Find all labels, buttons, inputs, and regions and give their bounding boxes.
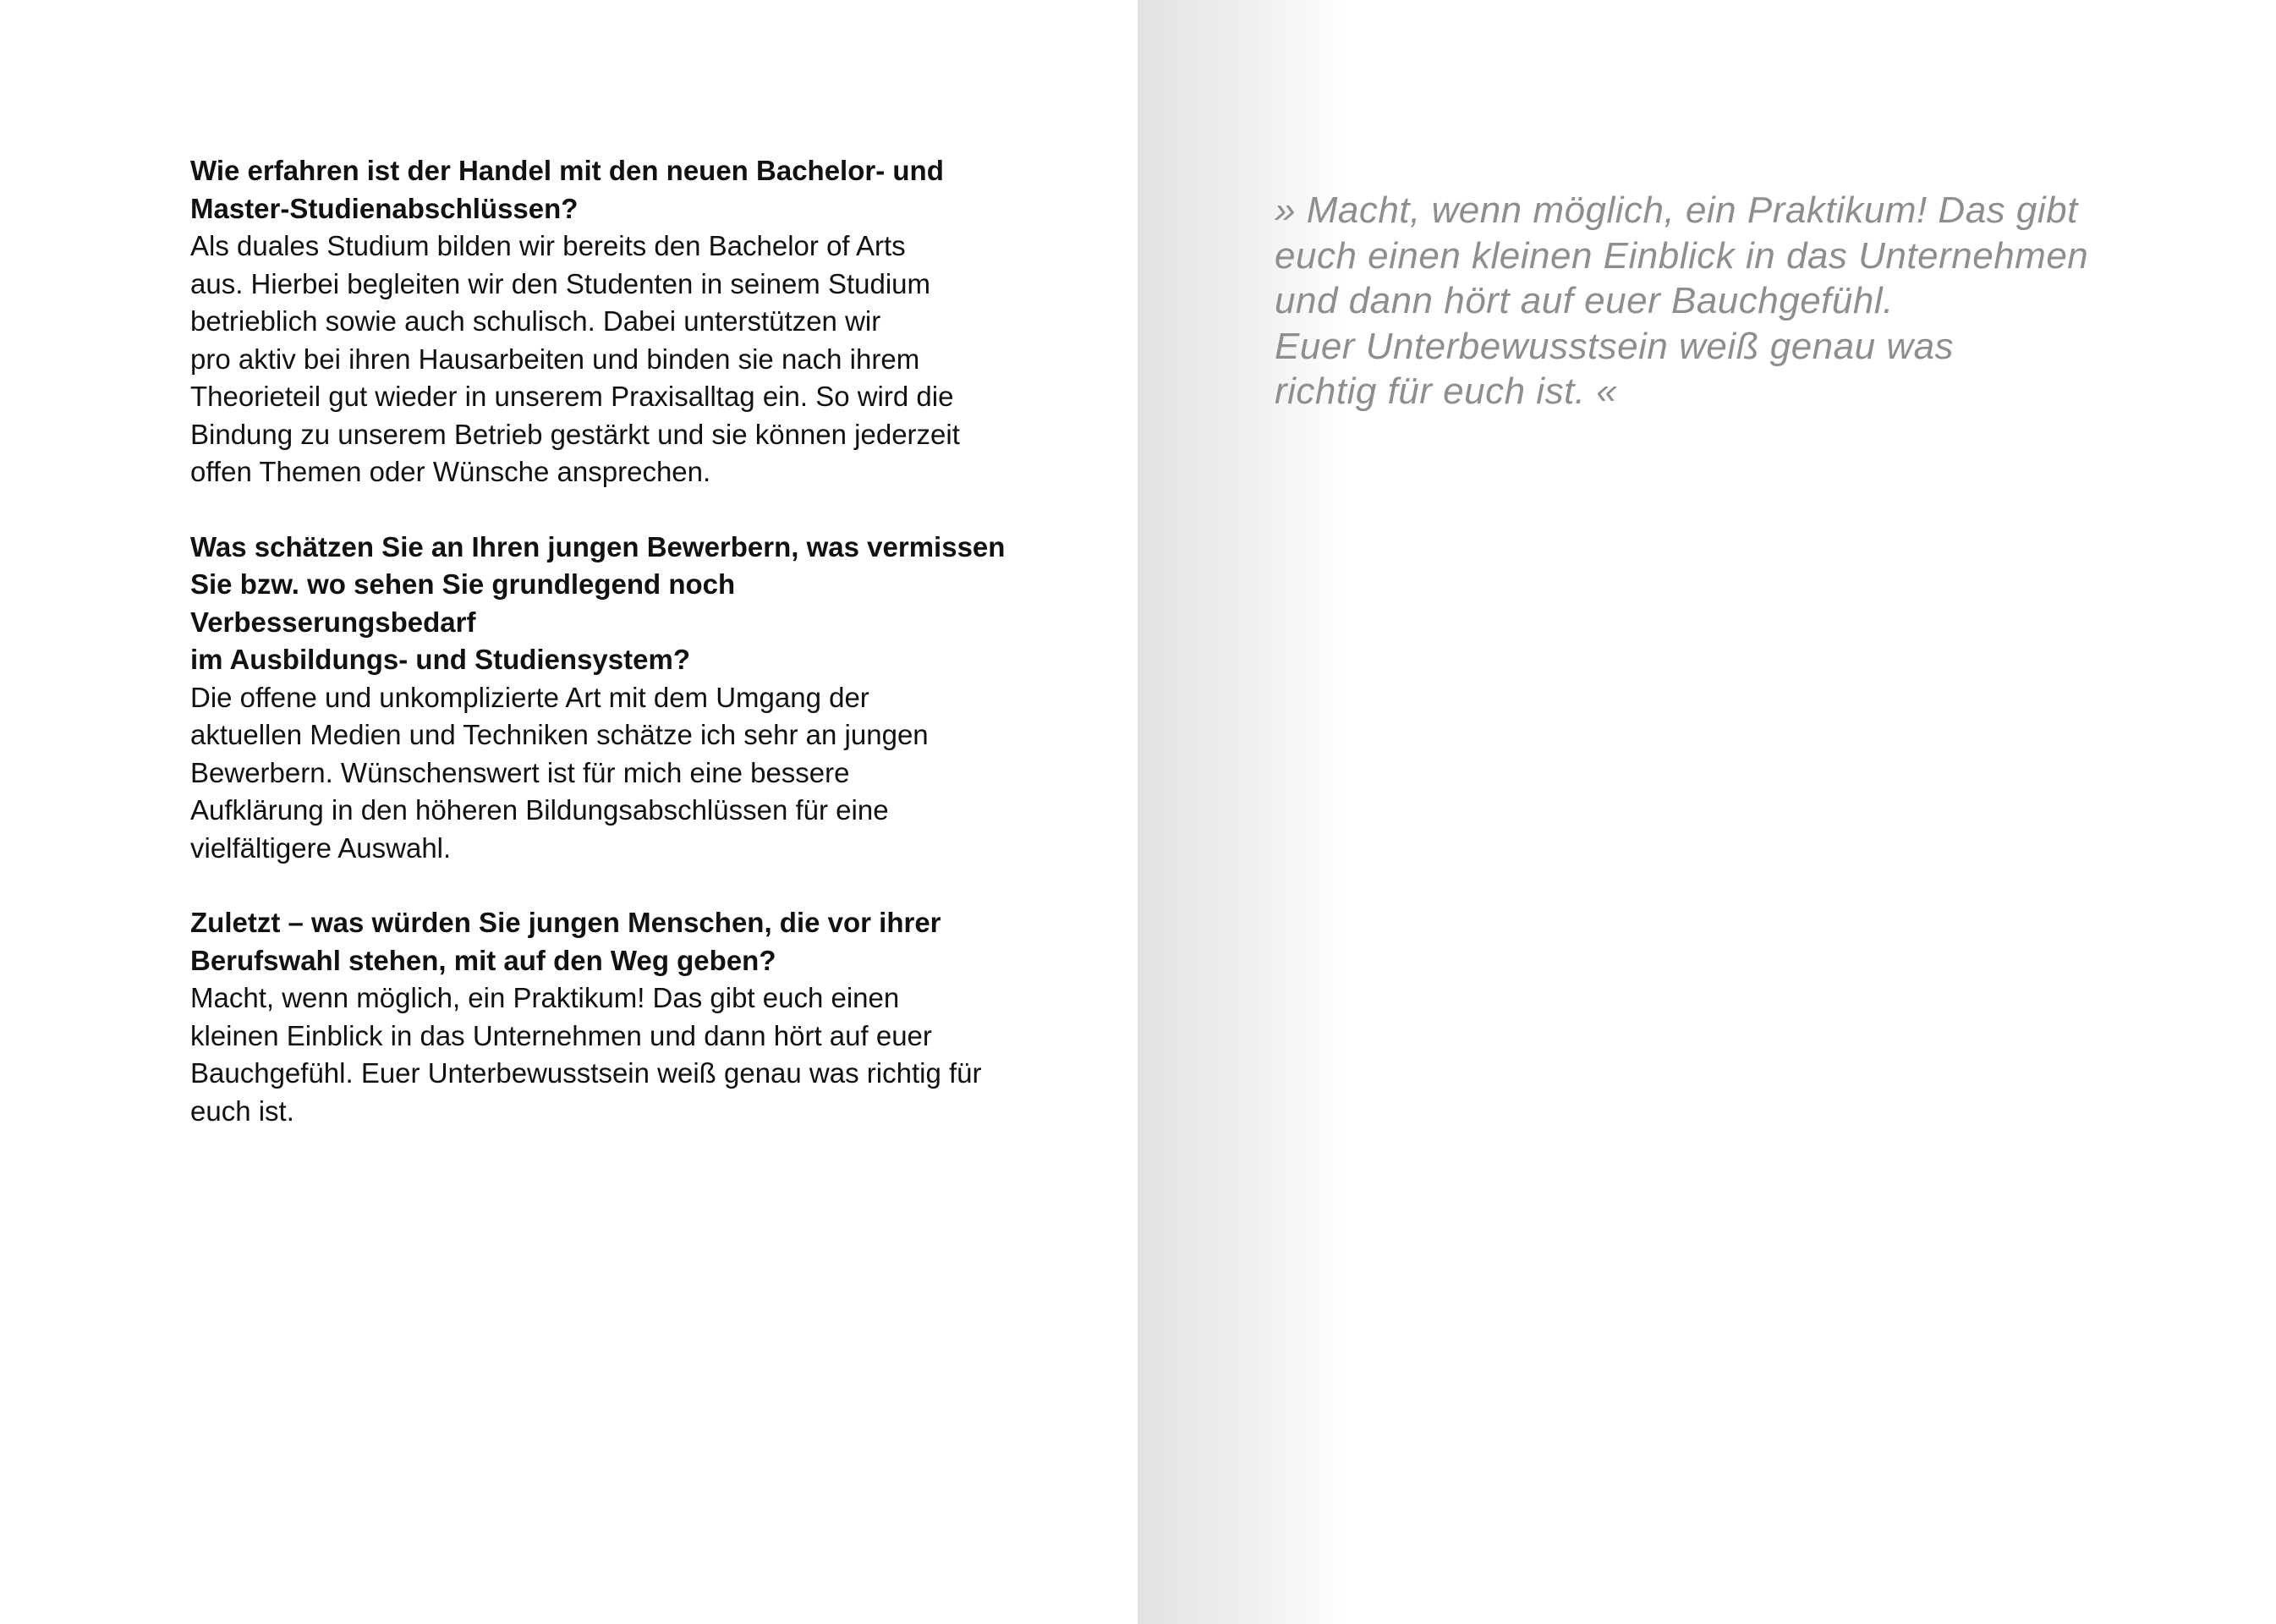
pull-quote: » Macht, wenn möglich, ein Praktikum! Das gibt euch einen kleinen Einblick in das Unternehmen und dann hört auf euer Bauchgefühl. Euer Unterbewusstsein weiß genau was richtig für euch ist. « bbox=[1275, 189, 2089, 412]
interview-answer: Die offene und unkomplizierte Art mit dem Umgang der aktuellen Medien und Techniken schätze ich sehr an jungen Bewerbern. Wünschenswert ist für mich eine bessere Aufklärung in den höheren Bildungsabschlüssen für eine vielfältigere Auswahl. bbox=[190, 681, 929, 864]
interview-question: Was schätzen Sie an Ihren jungen Bewerbern, was vermissen Sie bzw. wo sehen Sie grundlegend noch Verbesserungsbedarf im Ausbildungs- und Studiensystem? bbox=[190, 530, 1006, 675]
interview-column bbox=[190, 152, 1019, 1167]
qa-item bbox=[190, 152, 1019, 491]
interview-answer: Macht, wenn möglich, ein Praktikum! Das gibt euch einen kleinen Einblick in das Unternehmen und dann hört auf euer Bauchgefühl. Euer Unterbewusstsein weiß genau was richtig für euch ist. bbox=[190, 982, 982, 1127]
interview-answer: Als duales Studium bilden wir bereits den Bachelor of Arts aus. Hierbei begleiten wir den Studenten in seinem Studium betrieblich sowie auch schulisch. Dabei unterstützen wir pro aktiv bei ihren Hausarbeiten und binden sie nach ihrem Theorieteil gut wieder in unserem Praxisalltag ein. So wird die Bindung zu unserem Betrieb gestärkt und sie können jederzeit offen Themen oder Wünsche ansprechen. bbox=[190, 230, 960, 487]
qa-item bbox=[190, 904, 1019, 1130]
right-page bbox=[1138, 0, 2276, 1624]
interview-question: Wie erfahren ist der Handel mit den neuen Bachelor- und Master-Studienabschlüssen? bbox=[190, 155, 944, 224]
qa-item bbox=[190, 529, 1019, 868]
interview-question: Zuletzt – was würden Sie jungen Menschen, die vor ihrer Berufswahl stehen, mit auf den Weg geben? bbox=[190, 907, 941, 976]
